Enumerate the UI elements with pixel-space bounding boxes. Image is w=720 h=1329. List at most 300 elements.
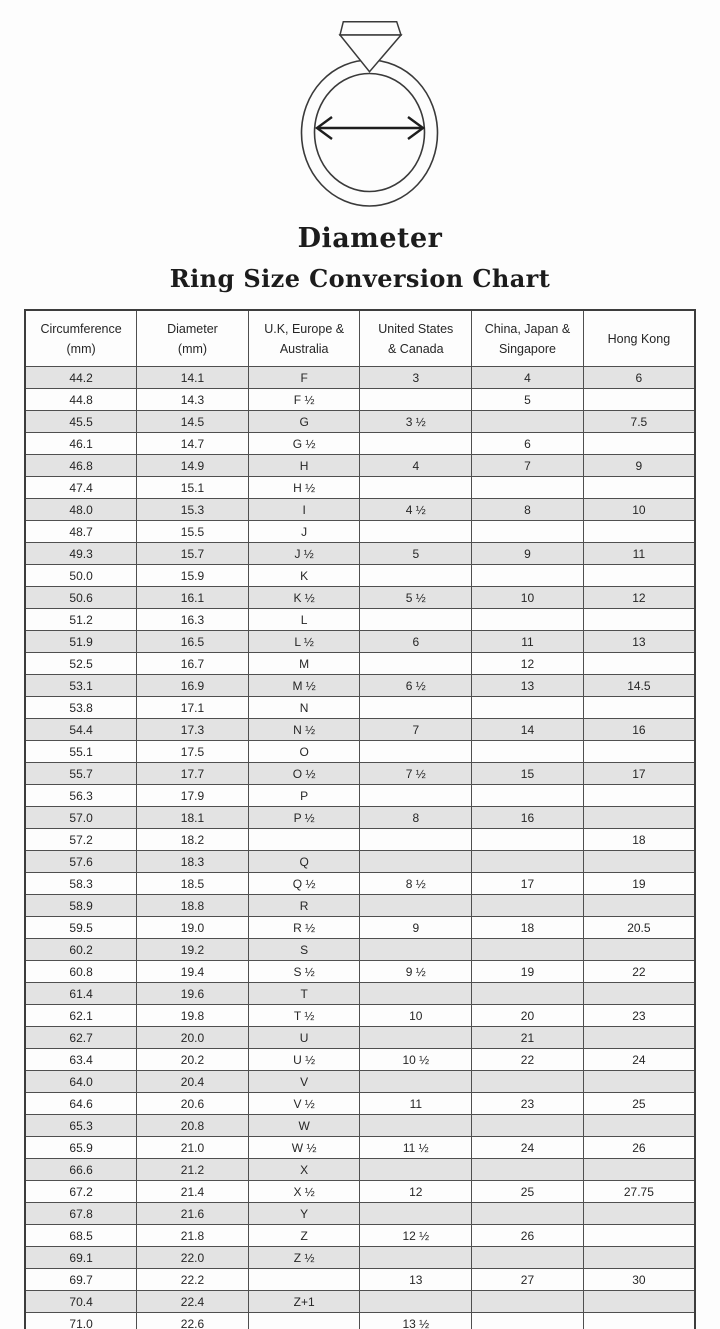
table-cell (360, 389, 472, 411)
table-row (25, 873, 695, 895)
table-cell: 46.1 (25, 433, 137, 455)
table-cell (360, 895, 472, 917)
table-cell: X ½ (248, 1181, 360, 1203)
table-cell: 22 (472, 1049, 584, 1071)
table-cell: 53.8 (25, 697, 137, 719)
table-row (25, 543, 695, 565)
table-cell: 62.7 (25, 1027, 137, 1049)
table-cell: 20.4 (137, 1071, 249, 1093)
table-cell (360, 1203, 472, 1225)
table-cell (360, 1071, 472, 1093)
table-cell: 22.0 (137, 1247, 249, 1269)
table-cell: 17.3 (137, 719, 249, 741)
table-cell: 3 (360, 367, 472, 389)
table-cell: 6 (583, 367, 695, 389)
table-cell: 14 (472, 719, 584, 741)
table-cell: N (248, 697, 360, 719)
table-cell (583, 389, 695, 411)
table-row (25, 565, 695, 587)
table-cell: 19 (583, 873, 695, 895)
table-cell: 44.8 (25, 389, 137, 411)
table-row (25, 1247, 695, 1269)
table-cell (360, 521, 472, 543)
table-cell: 12 (583, 587, 695, 609)
table-cell: 4 (360, 455, 472, 477)
table-cell: 69.7 (25, 1269, 137, 1291)
table-row (25, 961, 695, 983)
table-cell: R (248, 895, 360, 917)
table-cell: 22.6 (137, 1313, 249, 1329)
table-cell: 14.5 (137, 411, 249, 433)
table-row (25, 1225, 695, 1247)
table-cell: 44.2 (25, 367, 137, 389)
header-section (0, 14, 720, 292)
table-row (25, 829, 695, 851)
table-cell: 48.0 (25, 499, 137, 521)
table-cell: 55.1 (25, 741, 137, 763)
column-header: Hong Kong (583, 310, 695, 367)
table-cell: 7.5 (583, 411, 695, 433)
table-body (25, 367, 695, 1329)
table-cell: 30 (583, 1269, 695, 1291)
table-cell (360, 1247, 472, 1269)
table-cell: 13 (472, 675, 584, 697)
table-cell (360, 785, 472, 807)
table-cell: 62.1 (25, 1005, 137, 1027)
ring-icon (290, 14, 450, 214)
table-cell: X (248, 1159, 360, 1181)
table-cell (472, 697, 584, 719)
table-cell: 15.1 (137, 477, 249, 499)
table-cell: Q (248, 851, 360, 873)
table-cell (472, 1159, 584, 1181)
ring-diagram (10, 14, 720, 254)
table-cell (360, 851, 472, 873)
table-cell: 58.9 (25, 895, 137, 917)
table-row (25, 1181, 695, 1203)
table-cell (360, 653, 472, 675)
table-cell: 6 (472, 433, 584, 455)
table-cell: 27 (472, 1269, 584, 1291)
table-cell: 11 (583, 543, 695, 565)
table-row (25, 455, 695, 477)
table-cell: 16.5 (137, 631, 249, 653)
table-cell: 65.9 (25, 1137, 137, 1159)
table-cell: 18.2 (137, 829, 249, 851)
table-cell: 17 (472, 873, 584, 895)
table-cell: 16 (472, 807, 584, 829)
table-cell (472, 1203, 584, 1225)
table-cell: 50.0 (25, 565, 137, 587)
table-cell (360, 741, 472, 763)
table-row (25, 653, 695, 675)
table-cell (360, 477, 472, 499)
table-cell: 60.8 (25, 961, 137, 983)
table-cell: I (248, 499, 360, 521)
table-cell (583, 1071, 695, 1093)
table-cell: 10 (583, 499, 695, 521)
column-header: Circumference (mm) (25, 310, 137, 367)
table-cell: 61.4 (25, 983, 137, 1005)
table-cell: 57.6 (25, 851, 137, 873)
table-cell (472, 521, 584, 543)
table-row (25, 895, 695, 917)
table-cell: 18.1 (137, 807, 249, 829)
table-cell: T ½ (248, 1005, 360, 1027)
table-header (25, 310, 695, 367)
table-cell: 18.5 (137, 873, 249, 895)
table-cell: 67.8 (25, 1203, 137, 1225)
table-cell: U ½ (248, 1049, 360, 1071)
page-title: Ring Size Conversion Chart (169, 263, 551, 293)
table-cell: N ½ (248, 719, 360, 741)
table-cell: 22.2 (137, 1269, 249, 1291)
ring-size-table (24, 309, 696, 1329)
table-cell: 22.4 (137, 1291, 249, 1313)
table-row (25, 367, 695, 389)
table-cell: W (248, 1115, 360, 1137)
table-row (25, 741, 695, 763)
table-row (25, 1137, 695, 1159)
table-cell (583, 939, 695, 961)
table-cell (472, 741, 584, 763)
table-cell: 11 ½ (360, 1137, 472, 1159)
table-cell (583, 1159, 695, 1181)
table-cell: 15 (472, 763, 584, 785)
table-cell: 48.7 (25, 521, 137, 543)
table-cell: 47.4 (25, 477, 137, 499)
table-cell: V ½ (248, 1093, 360, 1115)
table-cell (472, 895, 584, 917)
table-cell (360, 983, 472, 1005)
table-cell: 49.3 (25, 543, 137, 565)
table-cell: 18 (583, 829, 695, 851)
table-row (25, 917, 695, 939)
table-cell: 17.9 (137, 785, 249, 807)
table-cell (583, 565, 695, 587)
table-cell: 13 ½ (360, 1313, 472, 1329)
table-cell: 16.3 (137, 609, 249, 631)
table-cell: 13 (360, 1269, 472, 1291)
table-cell (583, 1225, 695, 1247)
table-cell (360, 433, 472, 455)
table-cell: 20.0 (137, 1027, 249, 1049)
table-cell: V (248, 1071, 360, 1093)
table-cell: 15.7 (137, 543, 249, 565)
table-cell: P ½ (248, 807, 360, 829)
table-cell: 59.5 (25, 917, 137, 939)
table-cell: F (248, 367, 360, 389)
table-cell: 6 ½ (360, 675, 472, 697)
table-cell: 16.9 (137, 675, 249, 697)
table-cell: 17.5 (137, 741, 249, 763)
table-cell: 25 (472, 1181, 584, 1203)
table-cell: 9 (472, 543, 584, 565)
table-cell: 4 ½ (360, 499, 472, 521)
table-cell: 52.5 (25, 653, 137, 675)
table-cell (360, 697, 472, 719)
table-row (25, 499, 695, 521)
table-cell (472, 609, 584, 631)
table-cell: 20.8 (137, 1115, 249, 1137)
table-cell: 17.1 (137, 697, 249, 719)
table-row (25, 697, 695, 719)
table-cell (360, 609, 472, 631)
table-cell: 5 (472, 389, 584, 411)
table-cell: M (248, 653, 360, 675)
table-cell: 57.2 (25, 829, 137, 851)
table-cell: 14.9 (137, 455, 249, 477)
table-row (25, 1291, 695, 1313)
table-cell: 8 ½ (360, 873, 472, 895)
table-cell: 65.3 (25, 1115, 137, 1137)
table-container (24, 309, 696, 1329)
table-cell (472, 983, 584, 1005)
table-cell (583, 653, 695, 675)
table-cell: 3 ½ (360, 411, 472, 433)
table-cell (583, 895, 695, 917)
table-cell: P (248, 785, 360, 807)
table-cell: 6 (360, 631, 472, 653)
table-cell: 7 (360, 719, 472, 741)
table-cell: 7 ½ (360, 763, 472, 785)
table-cell: 57.0 (25, 807, 137, 829)
table-cell: T (248, 983, 360, 1005)
table-cell: O (248, 741, 360, 763)
table-cell: 20 (472, 1005, 584, 1027)
table-cell (472, 851, 584, 873)
table-cell: Z ½ (248, 1247, 360, 1269)
table-cell: 17.7 (137, 763, 249, 785)
table-cell: 45.5 (25, 411, 137, 433)
table-cell: J (248, 521, 360, 543)
table-cell: 63.4 (25, 1049, 137, 1071)
table-row (25, 1005, 695, 1027)
table-cell: 46.8 (25, 455, 137, 477)
table-cell: 5 (360, 543, 472, 565)
table-cell: L ½ (248, 631, 360, 653)
table-cell: M ½ (248, 675, 360, 697)
table-cell: K (248, 565, 360, 587)
table-row (25, 939, 695, 961)
table-cell (472, 565, 584, 587)
table-cell (583, 1027, 695, 1049)
table-cell (360, 829, 472, 851)
table-cell: 10 (472, 587, 584, 609)
table-cell: 9 ½ (360, 961, 472, 983)
table-cell: 19.0 (137, 917, 249, 939)
column-header: Diameter (mm) (137, 310, 249, 367)
table-cell (583, 1203, 695, 1225)
table-row (25, 719, 695, 741)
table-cell: 14.7 (137, 433, 249, 455)
table-cell: 54.4 (25, 719, 137, 741)
table-cell: K ½ (248, 587, 360, 609)
table-cell: O ½ (248, 763, 360, 785)
table-cell: 53.1 (25, 675, 137, 697)
table-cell (472, 1313, 584, 1329)
table-cell (583, 983, 695, 1005)
diameter-arrow (317, 117, 423, 139)
table-cell: 19.6 (137, 983, 249, 1005)
header-row (25, 310, 695, 367)
table-cell: 8 (360, 807, 472, 829)
table-cell (583, 477, 695, 499)
table-cell: 51.2 (25, 609, 137, 631)
table-cell: 64.0 (25, 1071, 137, 1093)
table-cell (583, 697, 695, 719)
table-cell: L (248, 609, 360, 631)
diameter-label: Diameter (297, 223, 443, 254)
table-cell: 15.9 (137, 565, 249, 587)
table-row (25, 587, 695, 609)
table-cell: G ½ (248, 433, 360, 455)
table-row (25, 1071, 695, 1093)
column-header: U.K, Europe & Australia (248, 310, 360, 367)
table-cell: 21.8 (137, 1225, 249, 1247)
table-cell: 19 (472, 961, 584, 983)
table-cell: 20.2 (137, 1049, 249, 1071)
table-cell (583, 1313, 695, 1329)
table-cell: 16.1 (137, 587, 249, 609)
table-cell: 19.4 (137, 961, 249, 983)
table-cell (472, 939, 584, 961)
column-header: United States & Canada (360, 310, 472, 367)
table-cell (583, 433, 695, 455)
table-cell: 14.1 (137, 367, 249, 389)
table-cell: 21.0 (137, 1137, 249, 1159)
table-cell: 56.3 (25, 785, 137, 807)
table-cell: Z (248, 1225, 360, 1247)
table-cell: 51.9 (25, 631, 137, 653)
table-cell: 9 (583, 455, 695, 477)
table-cell (583, 851, 695, 873)
table-cell: 4 (472, 367, 584, 389)
table-cell: 50.6 (25, 587, 137, 609)
table-cell: 10 ½ (360, 1049, 472, 1071)
table-row (25, 477, 695, 499)
table-cell (583, 1291, 695, 1313)
table-cell: S (248, 939, 360, 961)
table-cell: 16.7 (137, 653, 249, 675)
table-row (25, 389, 695, 411)
table-cell: 9 (360, 917, 472, 939)
table-row (25, 1269, 695, 1291)
table-cell: 27.75 (583, 1181, 695, 1203)
table-cell (583, 807, 695, 829)
table-cell (360, 1159, 472, 1181)
table-cell: 20.6 (137, 1093, 249, 1115)
table-cell: J ½ (248, 543, 360, 565)
table-cell: 12 (472, 653, 584, 675)
table-cell (472, 1071, 584, 1093)
table-cell: 22 (583, 961, 695, 983)
table-cell: 71.0 (25, 1313, 137, 1329)
table-cell: 11 (472, 631, 584, 653)
table-row (25, 983, 695, 1005)
table-cell: U (248, 1027, 360, 1049)
table-cell: W ½ (248, 1137, 360, 1159)
table-cell: 60.2 (25, 939, 137, 961)
table-cell: 24 (583, 1049, 695, 1071)
table-cell: 21.4 (137, 1181, 249, 1203)
table-cell: 15.5 (137, 521, 249, 543)
table-row (25, 1049, 695, 1071)
table-row (25, 433, 695, 455)
table-cell: 5 ½ (360, 587, 472, 609)
table-cell (248, 1313, 360, 1329)
table-cell: 23 (583, 1005, 695, 1027)
table-cell (472, 1115, 584, 1137)
table-cell: 69.1 (25, 1247, 137, 1269)
table-cell: 18 (472, 917, 584, 939)
table-cell: 67.2 (25, 1181, 137, 1203)
table-cell: 21 (472, 1027, 584, 1049)
table-cell: 70.4 (25, 1291, 137, 1313)
table-cell: 24 (472, 1137, 584, 1159)
table-row (25, 763, 695, 785)
table-cell: G (248, 411, 360, 433)
table-cell (472, 477, 584, 499)
table-cell (583, 521, 695, 543)
table-cell: 19.8 (137, 1005, 249, 1027)
table-cell: S ½ (248, 961, 360, 983)
table-cell: 26 (472, 1225, 584, 1247)
table-cell (583, 1115, 695, 1137)
table-row (25, 851, 695, 873)
table-row (25, 1203, 695, 1225)
table-cell: 55.7 (25, 763, 137, 785)
table-row (25, 1115, 695, 1137)
table-cell (472, 1247, 584, 1269)
table-cell (472, 411, 584, 433)
table-cell: 12 ½ (360, 1225, 472, 1247)
ring-inner-band (315, 74, 425, 192)
table-cell: 12 (360, 1181, 472, 1203)
table-cell: 58.3 (25, 873, 137, 895)
table-cell: 21.2 (137, 1159, 249, 1181)
table-row (25, 1027, 695, 1049)
table-cell (248, 1269, 360, 1291)
table-cell: R ½ (248, 917, 360, 939)
table-row (25, 609, 695, 631)
table-cell: 26 (583, 1137, 695, 1159)
table-cell: Z+1 (248, 1291, 360, 1313)
table-cell (583, 785, 695, 807)
table-cell: 17 (583, 763, 695, 785)
table-cell: 66.6 (25, 1159, 137, 1181)
table-cell: 25 (583, 1093, 695, 1115)
table-cell (360, 1027, 472, 1049)
table-cell: Y (248, 1203, 360, 1225)
table-row (25, 1093, 695, 1115)
table-cell (360, 939, 472, 961)
column-header: China, Japan & Singapore (472, 310, 584, 367)
table-cell: 8 (472, 499, 584, 521)
table-cell: 64.6 (25, 1093, 137, 1115)
table-cell: 19.2 (137, 939, 249, 961)
table-cell (360, 1115, 472, 1137)
table-cell: Q ½ (248, 873, 360, 895)
table-cell: 23 (472, 1093, 584, 1115)
table-row (25, 1313, 695, 1329)
table-cell (583, 609, 695, 631)
table-cell: 10 (360, 1005, 472, 1027)
table-cell: 13 (583, 631, 695, 653)
table-row (25, 675, 695, 697)
table-cell: F ½ (248, 389, 360, 411)
table-cell: 14.5 (583, 675, 695, 697)
